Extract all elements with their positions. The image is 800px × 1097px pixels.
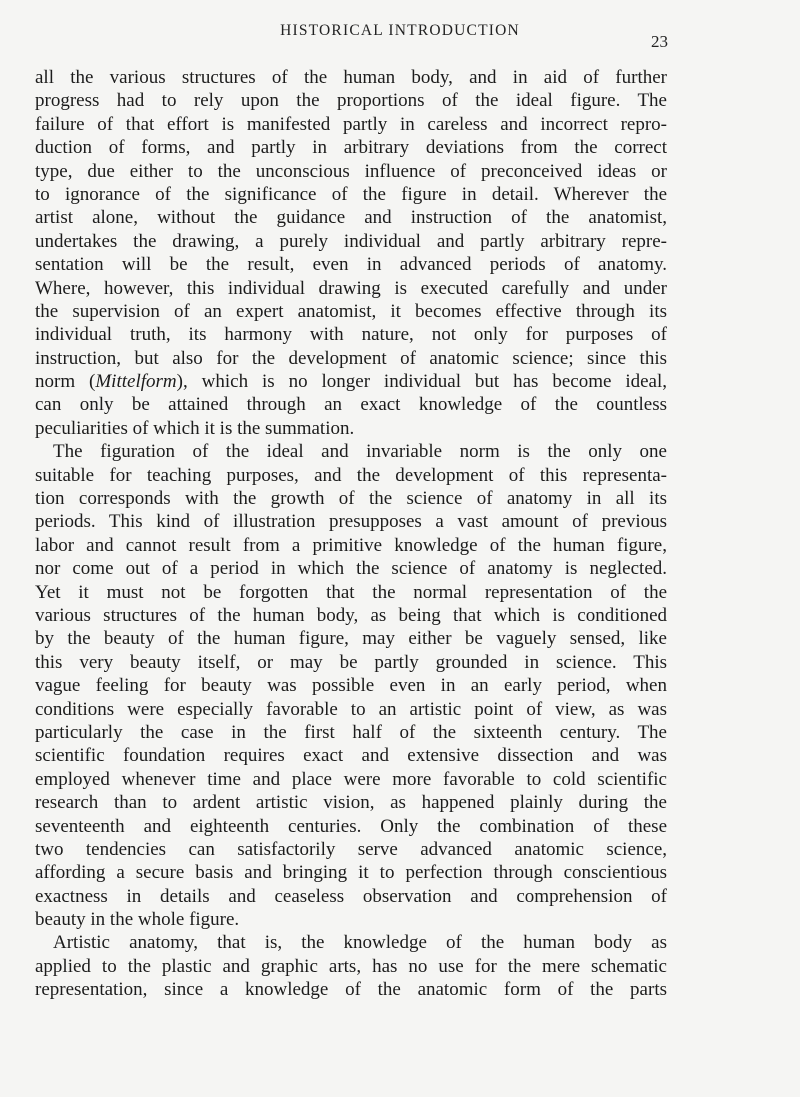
text-line: by the beauty of the human figure, may either be vaguely sensed, like	[35, 628, 667, 650]
text-line: vague feeling for beauty was possible even in an early period, when	[35, 675, 667, 697]
italic-term: Mittelform	[95, 371, 177, 393]
text-line: Artistic anatomy, that is, the knowledge of the human body as	[53, 932, 667, 954]
paragraph-1	[35, 66, 667, 440]
text-line: progress had to rely upon the proportions of the ideal figure. The	[35, 90, 667, 112]
text-line: employed whenever time and place were more favorable to cold scientific	[35, 768, 667, 790]
text-line: beauty in the whole figure.	[35, 909, 240, 931]
text-fragment: ), which is no longer individual but has become ideal,	[176, 371, 667, 393]
text-line: peculiarities of which it is the summation.	[35, 417, 355, 439]
text-line: all the various structures of the human body, and in aid of further	[35, 67, 667, 88]
body-text	[35, 66, 667, 1002]
text-line: representation, since a knowledge of the anatomic form of the parts	[35, 979, 667, 1001]
text-line: exactness in details and ceaseless observation and comprehension of	[35, 885, 667, 907]
text-line: scientific foundation requires exact and extensive dissection and was	[35, 745, 667, 767]
text-line: Where, however, this individual drawing is executed carefully and under	[35, 277, 667, 299]
text-line: tion corresponds with the growth of the science of anatomy in all its	[35, 488, 667, 510]
text-line: artist alone, without the guidance and instruction of the anatomist,	[35, 207, 667, 229]
text-line: undertakes the drawing, a purely individual and partly arbitrary repre-	[35, 230, 667, 252]
text-line: conditions were especially favorable to an artistic point of view, as was	[35, 698, 667, 720]
text-line: the supervision of an expert anatomist, it becomes effective through its	[35, 300, 667, 322]
text-line: labor and cannot result from a primitive knowledge of the human figure,	[35, 534, 667, 556]
text-line: two tendencies can satisfactorily serve advanced anatomic science,	[35, 838, 667, 860]
text-line: research than to ardent artistic vision, as happened plainly during the	[35, 792, 667, 814]
text-line: type, due either to the unconscious influence of preconceived ideas or	[35, 160, 667, 182]
text-line: various structures of the human body, as being that which is conditioned	[35, 604, 667, 626]
text-line: periods. This kind of illustration presupposes a vast amount of previous	[35, 511, 667, 533]
text-line: Yet it must not be forgotten that the normal representation of the	[35, 581, 667, 603]
page-number: 23	[651, 32, 668, 51]
text-line: The figuration of the ideal and invariable norm is the only one	[53, 441, 667, 463]
text-line: sentation will be the result, even in advanced periods of anatomy.	[35, 254, 667, 276]
text-line: instruction, but also for the development of anatomic science; since this	[35, 347, 667, 369]
text-line: nor come out of a period in which the science of anatomy is neglected.	[35, 558, 667, 580]
text-line: suitable for teaching purposes, and the development of this representa-	[35, 464, 667, 486]
text-line: to ignorance of the significance of the figure in detail. Wherever the	[35, 183, 667, 205]
text-line: failure of that effort is manifested partly in careless and incorrect repro-	[35, 113, 667, 135]
paragraph-3	[35, 931, 667, 1001]
text-fragment: norm (	[35, 371, 96, 393]
text-line: individual truth, its harmony with nature, not only for purposes of	[35, 324, 667, 346]
paragraph-2	[35, 440, 667, 931]
running-header-title: HISTORICAL INTRODUCTION	[280, 22, 520, 39]
text-line: duction of forms, and partly in arbitrary deviations from the correct	[35, 137, 667, 159]
text-line: applied to the plastic and graphic arts, has no use for the mere schematic	[35, 955, 667, 977]
text-line-with-italic	[35, 370, 667, 393]
text-line: can only be attained through an exact knowledge of the countless	[35, 394, 667, 416]
text-line: particularly the case in the first half of the sixteenth century. The	[35, 721, 667, 743]
text-line: this very beauty itself, or may be partly grounded in science. This	[35, 651, 667, 673]
text-line: affording a secure basis and bringing it to perfection through conscientious	[35, 862, 667, 884]
text-line: seventeenth and eighteenth centuries. Only the combination of these	[35, 815, 667, 837]
